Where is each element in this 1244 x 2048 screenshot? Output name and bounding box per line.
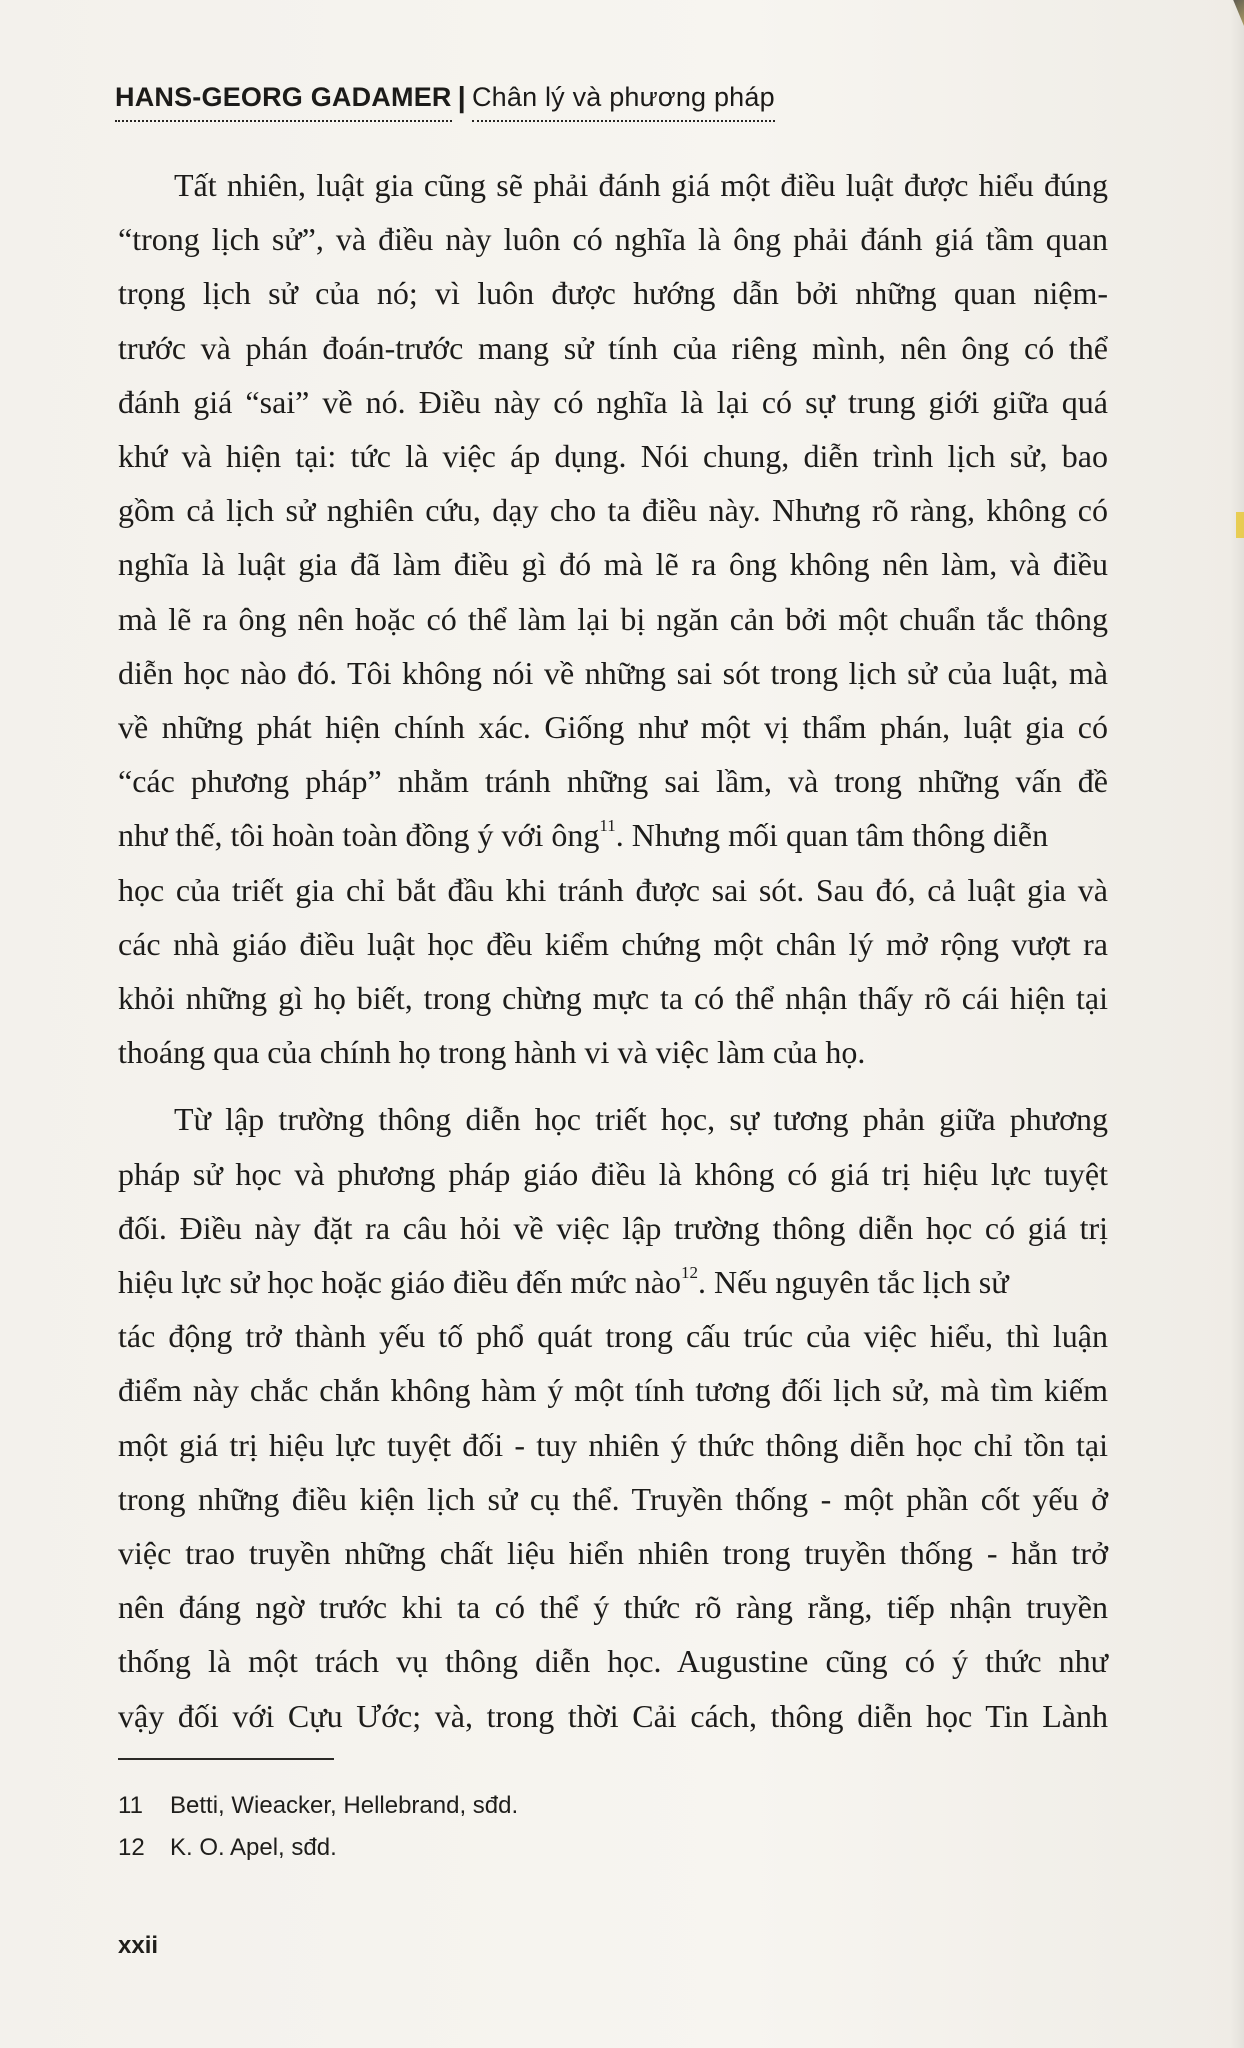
footnote-text: K. O. Apel, sđd.: [170, 1834, 337, 1861]
text-line: trước và phán đoán-trước mang sử tính của riêng mình, nên ông có thể: [118, 329, 1108, 366]
text-line: diễn học nào đó. Tôi không nói về những sai sót trong lịch sử của luật, mà: [118, 654, 1108, 691]
footnote-ref-11[interactable]: 11: [599, 816, 616, 836]
footnote-number: 11: [118, 1792, 143, 1819]
footnote-11: [118, 1785, 518, 1827]
text-line: trọng lịch sử của nó; vì luôn được hướng dẫn bởi những quan niệm-: [118, 275, 1108, 312]
text-line: nghĩa là luật gia đã làm điều gì đó mà lẽ ra ông không nên làm, và điều: [118, 546, 1108, 583]
footnote-12: [118, 1827, 518, 1869]
text-line: thoáng qua của chính họ trong hành vi và việc làm của họ.: [118, 1034, 866, 1071]
text-line: khứ và hiện tại: tức là việc áp dụng. Nói chung, diễn trình lịch sử, bao: [118, 438, 1108, 475]
yellow-tab-mark: [1236, 512, 1244, 538]
running-header: [115, 78, 775, 122]
text-segment: . Nếu nguyên tắc lịch sử: [697, 1264, 1009, 1301]
text-line: “các phương pháp” nhằm tránh những sai lầm, và trong những vấn đề: [118, 763, 1108, 800]
body-text: [118, 158, 1108, 1743]
text-line: một giá trị hiệu lực tuyệt đối - tuy nhiên ý thức thông diễn học chỉ tồn tại: [118, 1426, 1108, 1463]
text-line: đánh giá “sai” về nó. Điều này có nghĩa là lại có sự trung giới giữa quá: [118, 383, 1108, 420]
footnote-divider: [118, 1758, 334, 1760]
footnote-number: 12: [118, 1834, 145, 1861]
text-line: khỏi những gì họ biết, trong chừng mực ta có thể nhận thấy rõ cái hiện tại: [118, 980, 1108, 1017]
text-segment: như thế, tôi hoàn toàn đồng ý với ông: [118, 817, 600, 854]
text-line: trong những điều kiện lịch sử cụ thể. Truyền thống - một phần cốt yếu ở: [118, 1480, 1108, 1517]
text-line: học của triết gia chỉ bắt đầu khi tránh được sai sót. Sau đó, cả luật gia và: [118, 871, 1108, 908]
text-line: Tất nhiên, luật gia cũng sẽ phải đánh giá một điều luật được hiểu đúng: [174, 167, 1108, 203]
text-line: điểm này chắc chắn không hàm ý một tính tương đối lịch sử, mà tìm kiếm: [118, 1372, 1108, 1409]
paragraph-1: [118, 158, 1108, 1079]
text-line: thống là một trách vụ thông diễn học. Augustine cũng có ý thức như: [118, 1643, 1108, 1680]
text-line: tác động trở thành yếu tố phổ quát trong cấu trúc của việc hiểu, thì luận: [118, 1318, 1108, 1355]
text-line: các nhà giáo điều luật học đều kiểm chứng một chân lý mở rộng vượt ra: [118, 925, 1108, 962]
footnote-text: Betti, Wieacker, Hellebrand, sđd.: [170, 1792, 519, 1819]
page-number: xxii: [118, 1932, 159, 1959]
text-line-with-footnote: [118, 808, 1108, 862]
text-segment: hiệu lực sử học hoặc giáo điều đến mức nào: [118, 1264, 681, 1301]
text-segment: . Nhưng mối quan tâm thông diễn: [615, 817, 1049, 854]
text-line: đối. Điều này đặt ra câu hỏi về việc lập trường thông diễn học có giá trị: [118, 1209, 1108, 1246]
text-line: vậy đối với Cựu Ước; và, trong thời Cải cách, thông diễn học Tin Lành: [118, 1697, 1108, 1734]
footnote-ref-12[interactable]: 12: [680, 1263, 698, 1283]
text-line: pháp sử học và phương pháp giáo điều là không có giá trị hiệu lực tuyệt: [118, 1155, 1108, 1192]
header-book-title: Chân lý và phương pháp: [472, 82, 775, 122]
header-author: HANS-GEORG GADAMER: [115, 82, 452, 122]
text-line: việc trao truyền những chất liệu hiển nhiên trong truyền thống - hẳn trở: [118, 1535, 1108, 1572]
text-line: mà lẽ ra ông nên hoặc có thể làm lại bị ngăn cản bởi một chuẩn tắc thông: [118, 600, 1108, 637]
text-line: “trong lịch sử”, và điều này luôn có nghĩa là ông phải đánh giá tầm quan: [118, 221, 1108, 258]
text-line: Từ lập trường thông diễn học triết học, sự tương phản giữa phương: [174, 1101, 1108, 1138]
footnotes: [118, 1785, 518, 1869]
page-edge-shadow: [1230, 0, 1244, 2048]
text-line-with-footnote: [118, 1255, 1108, 1309]
paragraph-2: [118, 1092, 1108, 1742]
text-line: gồm cả lịch sử nghiên cứu, dạy cho ta điều này. Nhưng rõ ràng, không có: [118, 492, 1108, 529]
text-line: về những phát hiện chính xác. Giống như một vị thẩm phán, luật gia có: [118, 709, 1108, 746]
header-separator: |: [457, 82, 466, 114]
text-line: nên đáng ngờ trước khi ta có thể ý thức rõ ràng rằng, tiếp nhận truyền: [118, 1589, 1108, 1626]
